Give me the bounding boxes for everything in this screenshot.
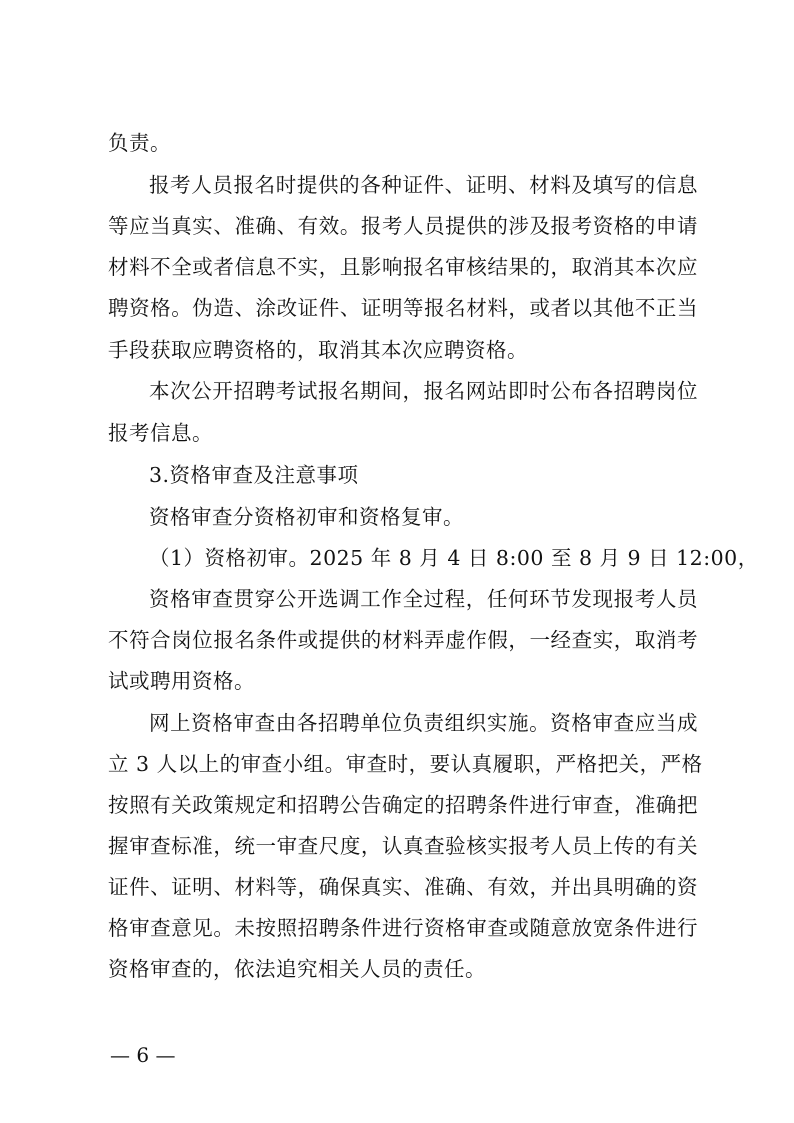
text-line: 握审查标准，统一审查尺度，认真查验核实报考人员上传的有关 [108, 834, 698, 858]
text-line: 报考人员报名时提供的各种证件、证明、材料及填写的信息 [149, 173, 698, 197]
text-line: 格审查意见。未按照招聘条件进行资格审查或随意放宽条件进行 [108, 916, 698, 940]
text-line: 负责。 [108, 131, 171, 155]
text-line: 不符合岗位报名条件或提供的材料弄虚作假，一经查实，取消考 [108, 628, 698, 652]
text-line: 资格审查的，依法追究相关人员的责任。 [108, 957, 486, 981]
text-line: 网上资格审查由各招聘单位负责组织实施。资格审查应当成 [149, 711, 698, 735]
text-line: 报考信息。 [108, 421, 213, 445]
text-line: 手段获取应聘资格的，取消其本次应聘资格。 [108, 338, 528, 362]
text-line: 按照有关政策规定和招聘公告确定的招聘条件进行审查，准确把 [108, 793, 698, 817]
text-line: 等应当真实、准确、有效。报考人员提供的涉及报考资格的申请 [108, 214, 698, 238]
text-line: 本次公开招聘考试报名期间，报名网站即时公布各招聘岗位 [149, 379, 698, 403]
text-line: 立 3 人以上的审查小组。审查时，要认真履职，严格把关，严格 [108, 752, 703, 776]
text-line: 资格审查贯穿公开选调工作全过程，任何环节发现报考人员 [149, 587, 698, 611]
text-line: 材料不全或者信息不实，且影响报名审核结果的，取消其本次应 [108, 255, 698, 279]
text-line: 证件、证明、材料等，确保真实、准确、有效，并出具明确的资 [108, 875, 698, 899]
text-line: 资格审查分资格初审和资格复审。 [149, 505, 464, 529]
text-line: （1）资格初审。2025 年 8 月 4 日 8:00 至 8 月 9 日 12:00， [149, 546, 759, 570]
text-line: 试或聘用资格。 [108, 669, 255, 693]
text-line: 聘资格。伪造、涂改证件、证明等报名材料，或者以其他不正当 [108, 296, 698, 320]
section-heading: 3.资格审查及注意事项 [149, 463, 359, 487]
page-number: — 6 — [110, 1043, 176, 1067]
